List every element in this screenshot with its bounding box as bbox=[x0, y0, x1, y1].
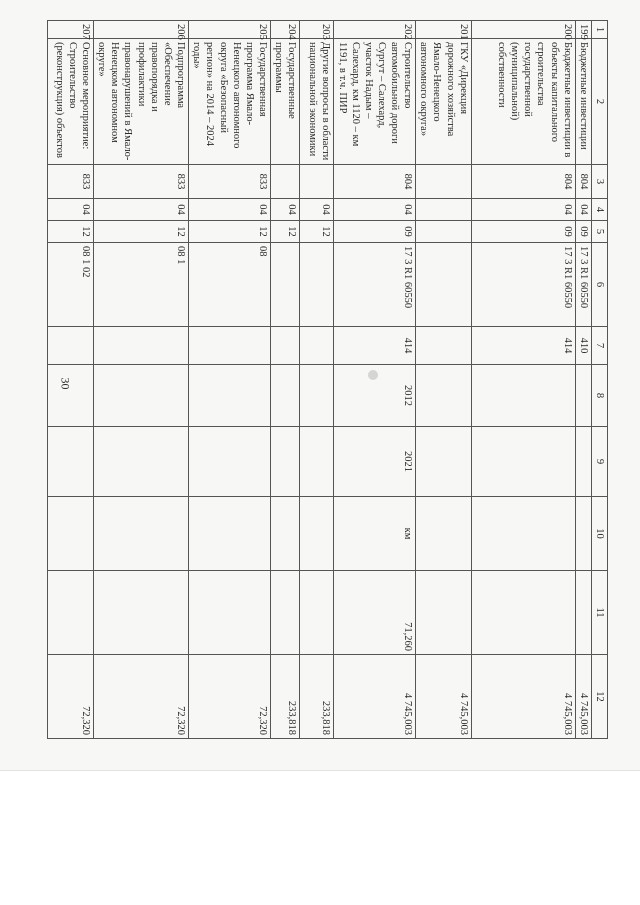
end-year-cell bbox=[48, 427, 94, 497]
amount-cell: 233,818 bbox=[300, 655, 334, 739]
budget-table bbox=[47, 20, 608, 739]
header-cell: 5 bbox=[591, 221, 607, 243]
section-cell: 04 bbox=[189, 199, 271, 221]
expense-type-cell bbox=[300, 327, 334, 365]
target-article-cell bbox=[416, 243, 472, 327]
unit-cell bbox=[575, 497, 591, 571]
start-year-cell bbox=[416, 365, 472, 427]
subsection-cell: 12 bbox=[189, 221, 271, 243]
unit-cell bbox=[271, 497, 300, 571]
subsection-cell: 09 bbox=[471, 221, 575, 243]
capacity-cell bbox=[300, 571, 334, 655]
expense-type-cell bbox=[416, 327, 472, 365]
capacity-cell bbox=[189, 571, 271, 655]
table-header-row bbox=[591, 21, 607, 739]
start-year-cell bbox=[271, 365, 300, 427]
unit-cell bbox=[189, 497, 271, 571]
target-article-cell: 08 1 bbox=[94, 243, 189, 327]
name-cell: Государственные программы bbox=[271, 39, 300, 165]
capacity-cell bbox=[48, 571, 94, 655]
subsection-cell: 09 bbox=[334, 221, 416, 243]
expense-type-cell bbox=[189, 327, 271, 365]
header-cell: 2 bbox=[591, 39, 607, 165]
name-cell: Бюджетные инвестиции bbox=[575, 39, 591, 165]
row-number-cell: 206 bbox=[94, 21, 189, 39]
subsection-cell: 12 bbox=[300, 221, 334, 243]
target-article-cell: 08 bbox=[189, 243, 271, 327]
unit-cell bbox=[471, 497, 575, 571]
rotated-table-container bbox=[53, 20, 608, 738]
end-year-cell bbox=[189, 427, 271, 497]
row-number-cell: 204 bbox=[271, 21, 300, 39]
amount-cell: 233,818 bbox=[271, 655, 300, 739]
table-row bbox=[189, 21, 271, 739]
section-cell: 04 bbox=[94, 199, 189, 221]
table-viewport bbox=[53, 20, 608, 738]
header-cell: 6 bbox=[591, 243, 607, 327]
row-number-cell: 199 bbox=[575, 21, 591, 39]
unit-cell bbox=[300, 497, 334, 571]
table-row bbox=[471, 21, 575, 739]
header-cell: 1 bbox=[591, 21, 607, 39]
amount-cell: 4 745,003 bbox=[334, 655, 416, 739]
name-cell: Строительство автомобильной дороги Сургут – Салехард, участок Надым – Салехард, км 1120 – км 1191, в т.ч. ПИР bbox=[334, 39, 416, 165]
ministry-code-cell: 804 bbox=[575, 165, 591, 199]
row-number-cell: 203 bbox=[300, 21, 334, 39]
scan-smudge bbox=[368, 370, 378, 380]
target-article-cell bbox=[271, 243, 300, 327]
table-row bbox=[48, 21, 94, 739]
start-year-cell bbox=[94, 365, 189, 427]
amount-cell: 4 745,003 bbox=[575, 655, 591, 739]
amount-cell: 72,320 bbox=[189, 655, 271, 739]
end-year-cell bbox=[471, 427, 575, 497]
header-cell: 3 bbox=[591, 165, 607, 199]
section-cell: 04 bbox=[48, 199, 94, 221]
unit-cell bbox=[94, 497, 189, 571]
start-year-cell bbox=[471, 365, 575, 427]
row-number-cell: 202 bbox=[334, 21, 416, 39]
row-number-cell: 200 bbox=[471, 21, 575, 39]
table-row bbox=[575, 21, 591, 739]
end-year-cell bbox=[300, 427, 334, 497]
target-article-cell: 17 3 R1 60550 bbox=[471, 243, 575, 327]
header-cell: 10 bbox=[591, 497, 607, 571]
start-year-cell bbox=[300, 365, 334, 427]
section-cell: 04 bbox=[471, 199, 575, 221]
section-cell bbox=[416, 199, 472, 221]
start-year-cell bbox=[189, 365, 271, 427]
expense-type-cell: 410 bbox=[575, 327, 591, 365]
header-cell: 8 bbox=[591, 365, 607, 427]
header-cell: 11 bbox=[591, 571, 607, 655]
section-cell: 04 bbox=[271, 199, 300, 221]
capacity-cell: 71,260 bbox=[334, 571, 416, 655]
expense-type-cell bbox=[271, 327, 300, 365]
name-cell: Бюджетные инвестиции в объекты капитального строительства государственной (муниципальной) собственности bbox=[471, 39, 575, 165]
end-year-cell bbox=[416, 427, 472, 497]
end-year-cell: 2021 bbox=[334, 427, 416, 497]
section-cell: 04 bbox=[575, 199, 591, 221]
unit-cell: км bbox=[334, 497, 416, 571]
start-year-cell: 2012 bbox=[334, 365, 416, 427]
header-cell: 4 bbox=[591, 199, 607, 221]
ministry-code-cell: 804 bbox=[471, 165, 575, 199]
end-year-cell bbox=[271, 427, 300, 497]
capacity-cell bbox=[271, 571, 300, 655]
table-row bbox=[94, 21, 189, 739]
name-cell: Государственная программа Ямало-Ненецкого автономного округа «Безопасный регион» на 2014 – 2024 годы» bbox=[189, 39, 271, 165]
page-number: 30 bbox=[58, 377, 73, 390]
target-article-cell: 17 3 R1 60550 bbox=[334, 243, 416, 327]
ministry-code-cell bbox=[300, 165, 334, 199]
ministry-code-cell: 833 bbox=[189, 165, 271, 199]
capacity-cell bbox=[416, 571, 472, 655]
target-article-cell: 08 1 02 bbox=[48, 243, 94, 327]
target-article-cell: 17 3 R1 60550 bbox=[575, 243, 591, 327]
table-row bbox=[271, 21, 300, 739]
unit-cell bbox=[416, 497, 472, 571]
header-cell: 7 bbox=[591, 327, 607, 365]
ministry-code-cell: 833 bbox=[48, 165, 94, 199]
capacity-cell bbox=[471, 571, 575, 655]
start-year-cell bbox=[48, 365, 94, 427]
subsection-cell: 12 bbox=[48, 221, 94, 243]
table-row bbox=[300, 21, 334, 739]
amount-cell: 72,320 bbox=[94, 655, 189, 739]
row-number-cell: 201 bbox=[416, 21, 472, 39]
table-row bbox=[416, 21, 472, 739]
name-cell: Другие вопросы в области национальной экономики bbox=[300, 39, 334, 165]
section-cell: 04 bbox=[300, 199, 334, 221]
amount-cell: 4 745,003 bbox=[471, 655, 575, 739]
target-article-cell bbox=[300, 243, 334, 327]
unit-cell bbox=[48, 497, 94, 571]
end-year-cell bbox=[575, 427, 591, 497]
header-cell: 9 bbox=[591, 427, 607, 497]
end-year-cell bbox=[94, 427, 189, 497]
name-cell: ГКУ «Дирекция дорожного хозяйства Ямало-Ненецкого автономного округа» bbox=[416, 39, 472, 165]
expense-type-cell bbox=[48, 327, 94, 365]
header-cell: 12 bbox=[591, 655, 607, 739]
subsection-cell: 09 bbox=[575, 221, 591, 243]
start-year-cell bbox=[575, 365, 591, 427]
ministry-code-cell bbox=[271, 165, 300, 199]
subsection-cell: 12 bbox=[271, 221, 300, 243]
section-cell: 04 bbox=[334, 199, 416, 221]
subsection-cell bbox=[416, 221, 472, 243]
capacity-cell bbox=[94, 571, 189, 655]
amount-cell: 4 745,003 bbox=[416, 655, 472, 739]
ministry-code-cell: 833 bbox=[94, 165, 189, 199]
expense-type-cell: 414 bbox=[471, 327, 575, 365]
row-number-cell: 205 bbox=[189, 21, 271, 39]
expense-type-cell: 414 bbox=[334, 327, 416, 365]
row-number-cell: 207 bbox=[48, 21, 94, 39]
amount-cell: 72,320 bbox=[48, 655, 94, 739]
expense-type-cell bbox=[94, 327, 189, 365]
capacity-cell bbox=[575, 571, 591, 655]
ministry-code-cell: 804 bbox=[334, 165, 416, 199]
name-cell: Основное мероприятие: Строительство (реконструкция) объектов bbox=[48, 39, 94, 165]
subsection-cell: 12 bbox=[94, 221, 189, 243]
name-cell: Подпрограмма «Обеспечение правопорядка и профилактики правонарушений в Ямало-Ненецком автономном округе» bbox=[94, 39, 189, 165]
ministry-code-cell bbox=[416, 165, 472, 199]
